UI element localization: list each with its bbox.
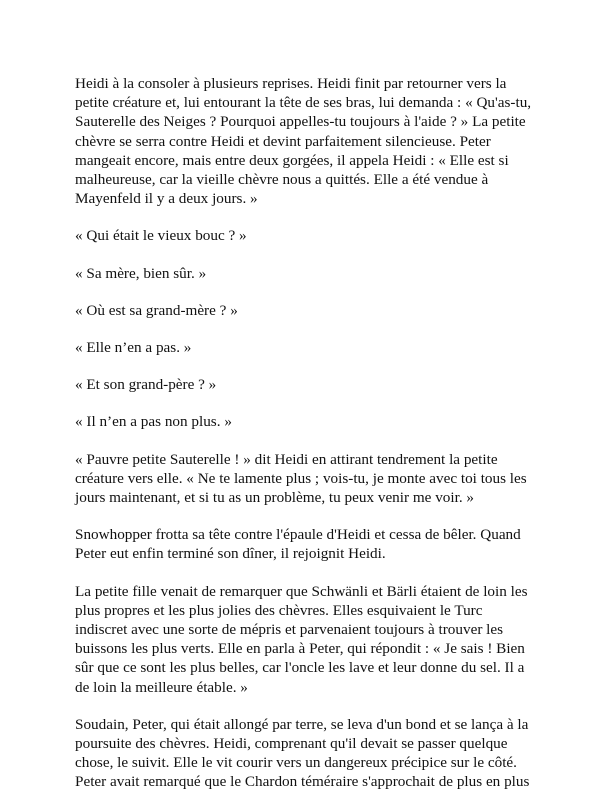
paragraph-8: « Pauvre petite Sauterelle ! » dit Heidi en attirant tendrement la petite créature vers elle. « Ne te lamente plus ; vois-tu, je monte avec toi tous les jours maintenant, et si tu as un problème, tu peux venir me voir. » xyxy=(75,450,527,507)
paragraph-10: La petite fille venait de remarquer que Schwänli et Bärli étaient de loin les plus propres et les plus jolies des chèvres. Elles esquivaient le Turc indiscret avec une sorte de mépris et parvenaient toujours à trouver les buissons les plus verts. Elle en parla à Peter, qui répondit : « Je sais ! Bien sûr que ce sont les plus belles, car l'oncle les lave et leur donne du sel. Il a de loin la meilleure étable. » xyxy=(75,582,528,696)
paragraph-5: « Elle n’en a pas. » xyxy=(75,339,192,357)
paragraph-4: « Où est sa grand-mère ? » xyxy=(75,301,238,319)
paragraph-9: Snowhopper frotta sa tête contre l'épaule d'Heidi et cessa de bêler. Quand Peter eut enfin terminé son dîner, il rejoignit Heidi. xyxy=(75,526,521,563)
paragraph-11: Soudain, Peter, qui était allongé par terre, se leva d'un bond et se lança à la poursuite des chèvres. Heidi, comprenant qu'il devait se passer quelque chose, le suivit. Elle le vit courir vers un dangereux précipice sur le côté. Peter avait remarqué que le Chardon téméraire s'approchait de plus en plus xyxy=(75,715,530,791)
paragraph-7: « Il n’en a pas non plus. » xyxy=(75,413,232,431)
paragraph-2: « Qui était le vieux bouc ? » xyxy=(75,227,247,245)
paragraph-6: « Et son grand-père ? » xyxy=(75,376,217,394)
paragraph-1: Heidi à la consoler à plusieurs reprises. Heidi finit par retourner vers la petite créature et, lui entourant la tête de ses bras, lui demanda : « Qu'as-tu, Sauterelle des Neiges ? Pourquoi appelles-tu toujours à l'aide ? » La petite chèvre se serra contre Heidi et devint parfaitement silencieuse. Peter mangeait encore, mais entre deux gorgées, il appela Heidi : « Elle est si malheureuse, car la vieille chèvre nous a quittés. Elle a été vendue à Mayenfeld il y a deux jours. » xyxy=(75,75,532,208)
document-page xyxy=(75,74,535,792)
paragraph-3: « Sa mère, bien sûr. » xyxy=(75,264,207,282)
